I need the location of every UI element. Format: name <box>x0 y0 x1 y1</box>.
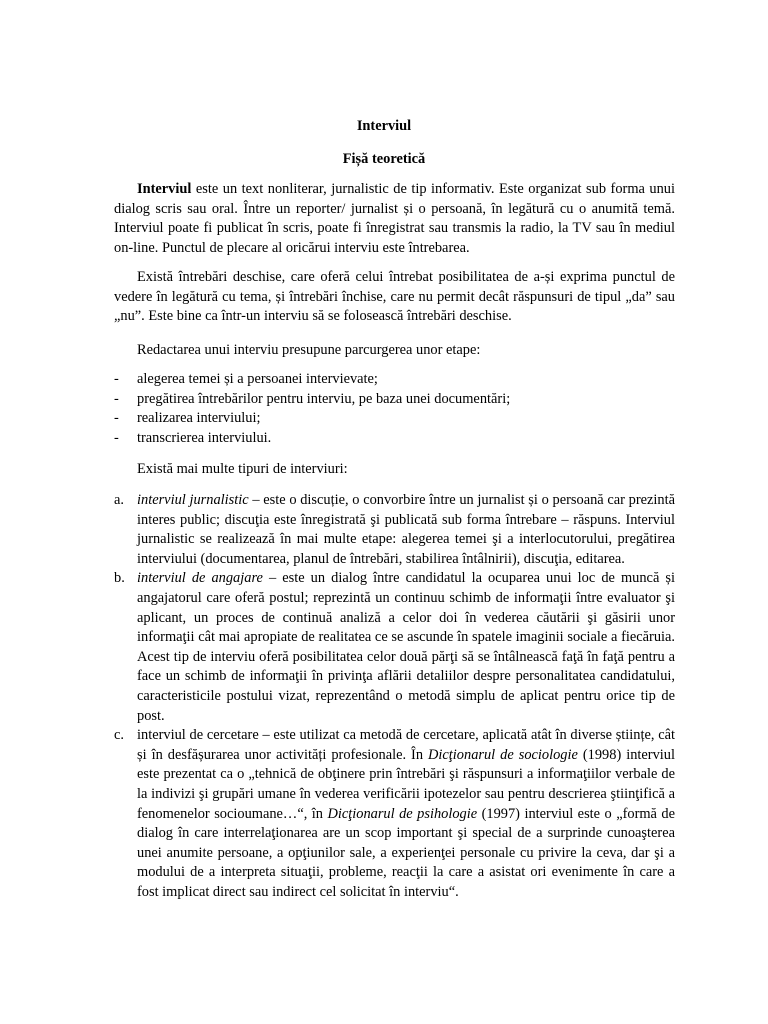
type-description: interviul de cercetare – este utilizat ca metodă de cercetare, aplicată atât în diverse științe, cât și în desfășurarea unor activități profesionale. În <box>137 727 675 763</box>
list-bullet: - <box>114 429 119 446</box>
page-title: Interviul <box>356 118 412 134</box>
list-item <box>114 390 675 410</box>
list-item <box>114 569 675 726</box>
list-marker: a. <box>114 492 124 508</box>
intro-term: Interviul <box>137 181 192 197</box>
list-bullet: - <box>114 410 119 427</box>
list-bullet: - <box>114 371 119 387</box>
list-item-text <box>137 491 675 569</box>
list-item <box>114 726 675 902</box>
list-item <box>114 429 675 449</box>
list-item-text: pregătirea întrebărilor pentru interviu, pe baza unei documentări; <box>137 390 511 407</box>
list-item <box>114 409 675 429</box>
list-item-text: alegerea temei și a persoanei intervievate; <box>137 371 378 387</box>
book-title: Dicţionarul de psihologie <box>327 805 478 822</box>
list-item <box>114 370 675 390</box>
page-subtitle: Fișă teoretică <box>342 151 426 167</box>
list-item-text: realizarea interviului; <box>137 410 261 427</box>
list-marker: b. <box>114 570 125 587</box>
type-description: (1997) interviul este o „formă de dialog în care interrelaţionarea are un scop important şi special de a surprinde cunoaşterea unei anumite persoane, a opţiunilor sale, a experienţei personale cu privire la ceva, dar şi a modului de a interpreta situaţii, probleme, reacţii la care a asistat ori evenimente în care a fost implicat direct sau indirect cel solicitat în interviu“. <box>137 805 676 900</box>
steps-list <box>114 370 675 448</box>
type-description: (1998) interviul este prezentat ca o „tehnică de obţinere prin întrebări şi răspunsuri a informaţiilor verbale de la indivizi şi grupări umane în vederea verificării ipotezelor sau pentru descrierea ştiinţifică a fenomenelor socioumane…“, în <box>137 746 675 822</box>
steps-intro: Redactarea unui interviu presupune parcurgerea unor etape: <box>137 342 481 358</box>
type-description: – este o discuție, o convorbire între un jurnalist și o persoană car prezintă interes public; discuţia este înregistrată şi publicată sub forma întrebare – răspuns. Interviul jurnalistic se realizează în mai multe etape: alegerea temei şi a interlocutorului, pregătirea interviului (documentarea, planul de întrebări, stabilirea întâlnirii), discuţia, editarea. <box>137 492 675 567</box>
questions-paragraph: Există întrebări deschise, care oferă celui întrebat posibilitatea de a-și exprima punctul de vedere în legătură cu tema, și întrebări închise, care nu permit decât răspunsuri de tipul „da” sau „nu”. Este bine ca într-un interviu să se folosească întrebări deschise. <box>114 269 675 325</box>
list-item-text <box>137 726 675 902</box>
list-item <box>114 491 675 569</box>
book-title: Dicţionarul de sociologie <box>428 746 578 763</box>
intro-paragraph <box>114 180 675 258</box>
intro-text: este un text nonliterar, jurnalistic de tip informativ. Este organizat sub forma unui dialog scris sau oral. Între un reporter/ jurnalist și o persoană, în legătură cu o anumită temă. Interviul poate fi publicat în scris, poate fi înregistrat sau transmis la radio, la TV sau în mediul on-line. Punctul de plecare al oricărui interviu este întrebarea. <box>114 181 675 256</box>
type-term: interviul jurnalistic <box>137 492 249 508</box>
list-item-text: transcrierea interviului. <box>137 429 272 446</box>
types-intro: Există mai multe tipuri de interviuri: <box>137 461 348 477</box>
types-list <box>114 491 675 902</box>
list-marker: c. <box>114 727 124 744</box>
type-description: – este un dialog între candidatul la ocuparea unui loc de muncă și angajatorul care oferă postul; reprezintă un continuu schimb de informaţii între evaluator şi aplicant, un proces de continuă analiză a celor doi în vederea căutării şi găsirii unor informaţii cât mai apropiate de realitatea ce se ascunde în spatele imaginii sociale a fiecăruia. Acest tip de interviu oferă posibilitatea celor două părţi să se întâlnească faţă în faţă pentru a face un schimb de informaţii în privinţa aflării detaliilor despre personalitatea candidatului, caracteristicile postului vizat, reprezentând o metodă simplu de aplicat pentru orice tip de post. <box>137 570 675 724</box>
type-term: interviul de angajare <box>137 570 263 587</box>
list-item-text <box>137 569 675 726</box>
list-bullet: - <box>114 390 119 407</box>
